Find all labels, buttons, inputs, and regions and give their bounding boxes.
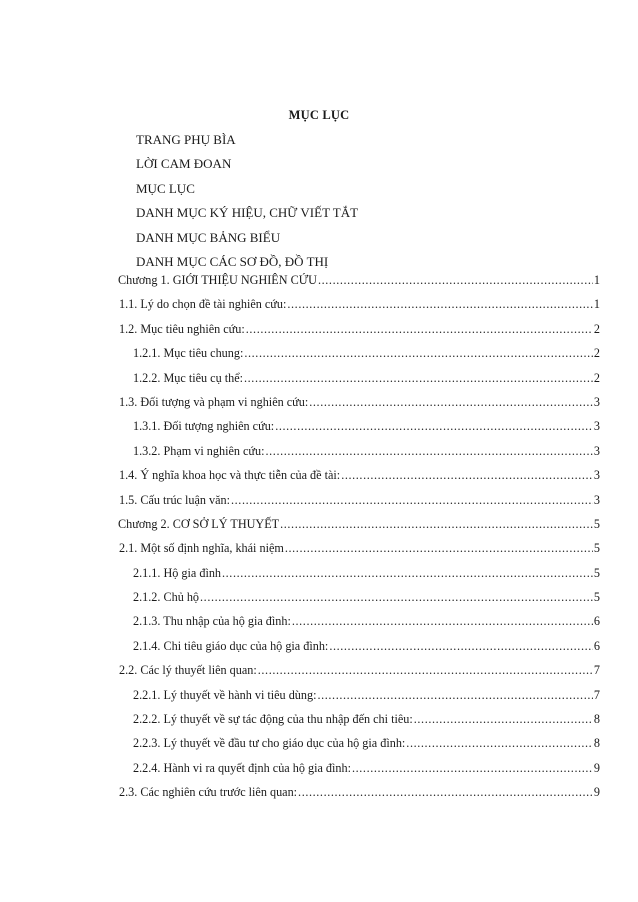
toc-entry-label: 1.5. Cấu trúc luận văn: — [119, 492, 231, 507]
toc-page-number: 5 — [593, 541, 600, 556]
toc-dot-leader — [244, 371, 593, 386]
toc-page-number: 5 — [593, 590, 600, 605]
toc-section-entry — [0, 395, 638, 419]
toc-section-entry — [0, 322, 638, 346]
toc-entry-label: 1.2.1. Mục tiêu chung: — [133, 346, 244, 361]
toc-dot-leader — [266, 444, 593, 459]
toc-entry-label: 1.4. Ý nghĩa khoa học và thực tiễn của đề tài: — [119, 468, 341, 483]
front-matter-item: DANH MỤC CÁC SƠ ĐỒ, ĐỒ THỊ — [136, 253, 329, 269]
toc-dot-leader — [406, 736, 593, 751]
toc-dot-leader — [292, 614, 593, 629]
toc-entry-label: 1.2.2. Mục tiêu cụ thể: — [133, 370, 244, 385]
toc-page-number: 8 — [593, 712, 600, 727]
toc-page-number: 7 — [593, 663, 600, 678]
toc-section-entry — [0, 663, 638, 687]
toc-section-entry — [0, 785, 638, 809]
toc-subsection-entry — [0, 736, 638, 760]
toc-subsection-entry — [0, 590, 638, 614]
toc-entry-label: 2.2.3. Lý thuyết về đầu tư cho giáo dục của hộ gia đình: — [133, 736, 406, 751]
toc-entry-label: 1.1. Lý do chọn đề tài nghiên cứu: — [119, 297, 287, 312]
toc-entry-label: 2.2.1. Lý thuyết về hành vi tiêu dùng: — [133, 687, 317, 702]
toc-section-entry — [0, 541, 638, 565]
toc-dot-leader — [317, 688, 592, 703]
front-matter-item: LỜI CAM ĐOAN — [136, 156, 232, 172]
toc-dot-leader — [244, 346, 593, 361]
toc-entry-label: 2.2.2. Lý thuyết về sự tác động của thu nhập đến chi tiêu: — [133, 712, 413, 727]
toc-subsection-entry — [0, 444, 638, 468]
toc-chapter-entry — [0, 273, 638, 297]
toc-dot-leader — [414, 712, 593, 727]
toc-page-number: 1 — [593, 297, 600, 312]
toc-chapter-entry — [0, 517, 638, 541]
toc-entry-label: 1.3.1. Đối tượng nghiên cứu: — [133, 419, 275, 434]
toc-dot-leader — [275, 419, 593, 434]
toc-entry-label: Chương 2. CƠ SỞ LÝ THUYẾT — [118, 516, 280, 531]
toc-subsection-entry — [0, 639, 638, 663]
toc-page-number: 3 — [593, 492, 600, 507]
toc-page-number: 1 — [593, 273, 600, 287]
toc-page-number: 5 — [593, 565, 600, 580]
toc-subsection-entry — [0, 419, 638, 443]
toc-section-entry — [0, 468, 638, 492]
toc-dot-leader — [341, 468, 593, 483]
toc-entry-label: 2.3. Các nghiên cứu trước liên quan: — [119, 785, 298, 800]
toc-page-number: 5 — [593, 516, 600, 531]
table-of-contents — [0, 273, 638, 810]
toc-entry-label: 2.2. Các lý thuyết liên quan: — [119, 663, 257, 678]
toc-section-entry — [0, 493, 638, 517]
toc-entry-label: 2.2.4. Hành vi ra quyết định của hộ gia đình: — [133, 760, 351, 775]
toc-dot-leader — [287, 297, 593, 312]
toc-page-number: 6 — [593, 614, 600, 629]
toc-dot-leader — [298, 785, 593, 800]
toc-entry-label: 2.1.3. Thu nhập của hộ gia đình: — [133, 614, 291, 629]
front-matter-item: MỤC LỤC — [136, 180, 195, 196]
toc-page-number: 2 — [593, 370, 600, 385]
toc-page-number: 3 — [593, 443, 600, 458]
toc-subsection-entry — [0, 688, 638, 712]
toc-dot-leader — [280, 517, 593, 532]
front-matter-item: DANH MỤC BẢNG BIỂU — [136, 229, 281, 245]
toc-page-number: 3 — [593, 468, 600, 483]
toc-dot-leader — [231, 493, 593, 508]
toc-page-number: 3 — [593, 419, 600, 434]
toc-entry-label: 2.1.2. Chủ hộ — [133, 590, 200, 605]
toc-page-number: 6 — [593, 638, 600, 653]
toc-subsection-entry — [0, 761, 638, 785]
toc-page-number: 9 — [593, 785, 600, 800]
toc-entry-label: 1.2. Mục tiêu nghiên cứu: — [119, 321, 245, 336]
toc-dot-leader — [200, 590, 593, 605]
toc-entry-label: 1.3.2. Phạm vi nghiên cứu: — [133, 443, 265, 458]
toc-entry-label: 1.3. Đối tượng và phạm vi nghiên cứu: — [119, 394, 309, 409]
toc-dot-leader — [222, 566, 593, 581]
toc-dot-leader — [309, 395, 593, 410]
toc-page-number: 9 — [593, 760, 600, 775]
toc-page-number: 2 — [593, 321, 600, 336]
toc-dot-leader — [246, 322, 593, 337]
toc-entry-label: 2.1. Một số định nghĩa, khái niệm — [119, 541, 284, 556]
toc-entry-label: 2.1.1. Hộ gia đình — [133, 565, 222, 580]
toc-subsection-entry — [0, 712, 638, 736]
toc-entry-label: Chương 1. GIỚI THIỆU NGHIÊN CỨU — [118, 273, 317, 287]
toc-entry-label: 2.1.4. Chi tiêu giáo dục của hộ gia đình: — [133, 638, 329, 653]
toc-subsection-entry — [0, 346, 638, 370]
toc-dot-leader — [352, 761, 593, 776]
toc-page-number: 2 — [593, 346, 600, 361]
toc-subsection-entry — [0, 614, 638, 638]
toc-dot-leader — [258, 663, 593, 678]
toc-subsection-entry — [0, 371, 638, 395]
front-matter-item: TRANG PHỤ BÌA — [136, 132, 236, 147]
toc-page-number: 8 — [593, 736, 600, 751]
toc-page-number: 3 — [593, 394, 600, 409]
toc-subsection-entry — [0, 566, 638, 590]
toc-page-number: 7 — [593, 687, 600, 702]
toc-dot-leader — [329, 639, 593, 654]
page-title: MỤC LỤC — [288, 108, 350, 122]
toc-section-entry — [0, 297, 638, 321]
toc-dot-leader — [285, 541, 593, 556]
front-matter-list — [136, 132, 358, 278]
front-matter-item: DANH MỤC KÝ HIỆU, CHỮ VIẾT TẮT — [136, 205, 359, 221]
toc-dot-leader — [318, 273, 593, 288]
